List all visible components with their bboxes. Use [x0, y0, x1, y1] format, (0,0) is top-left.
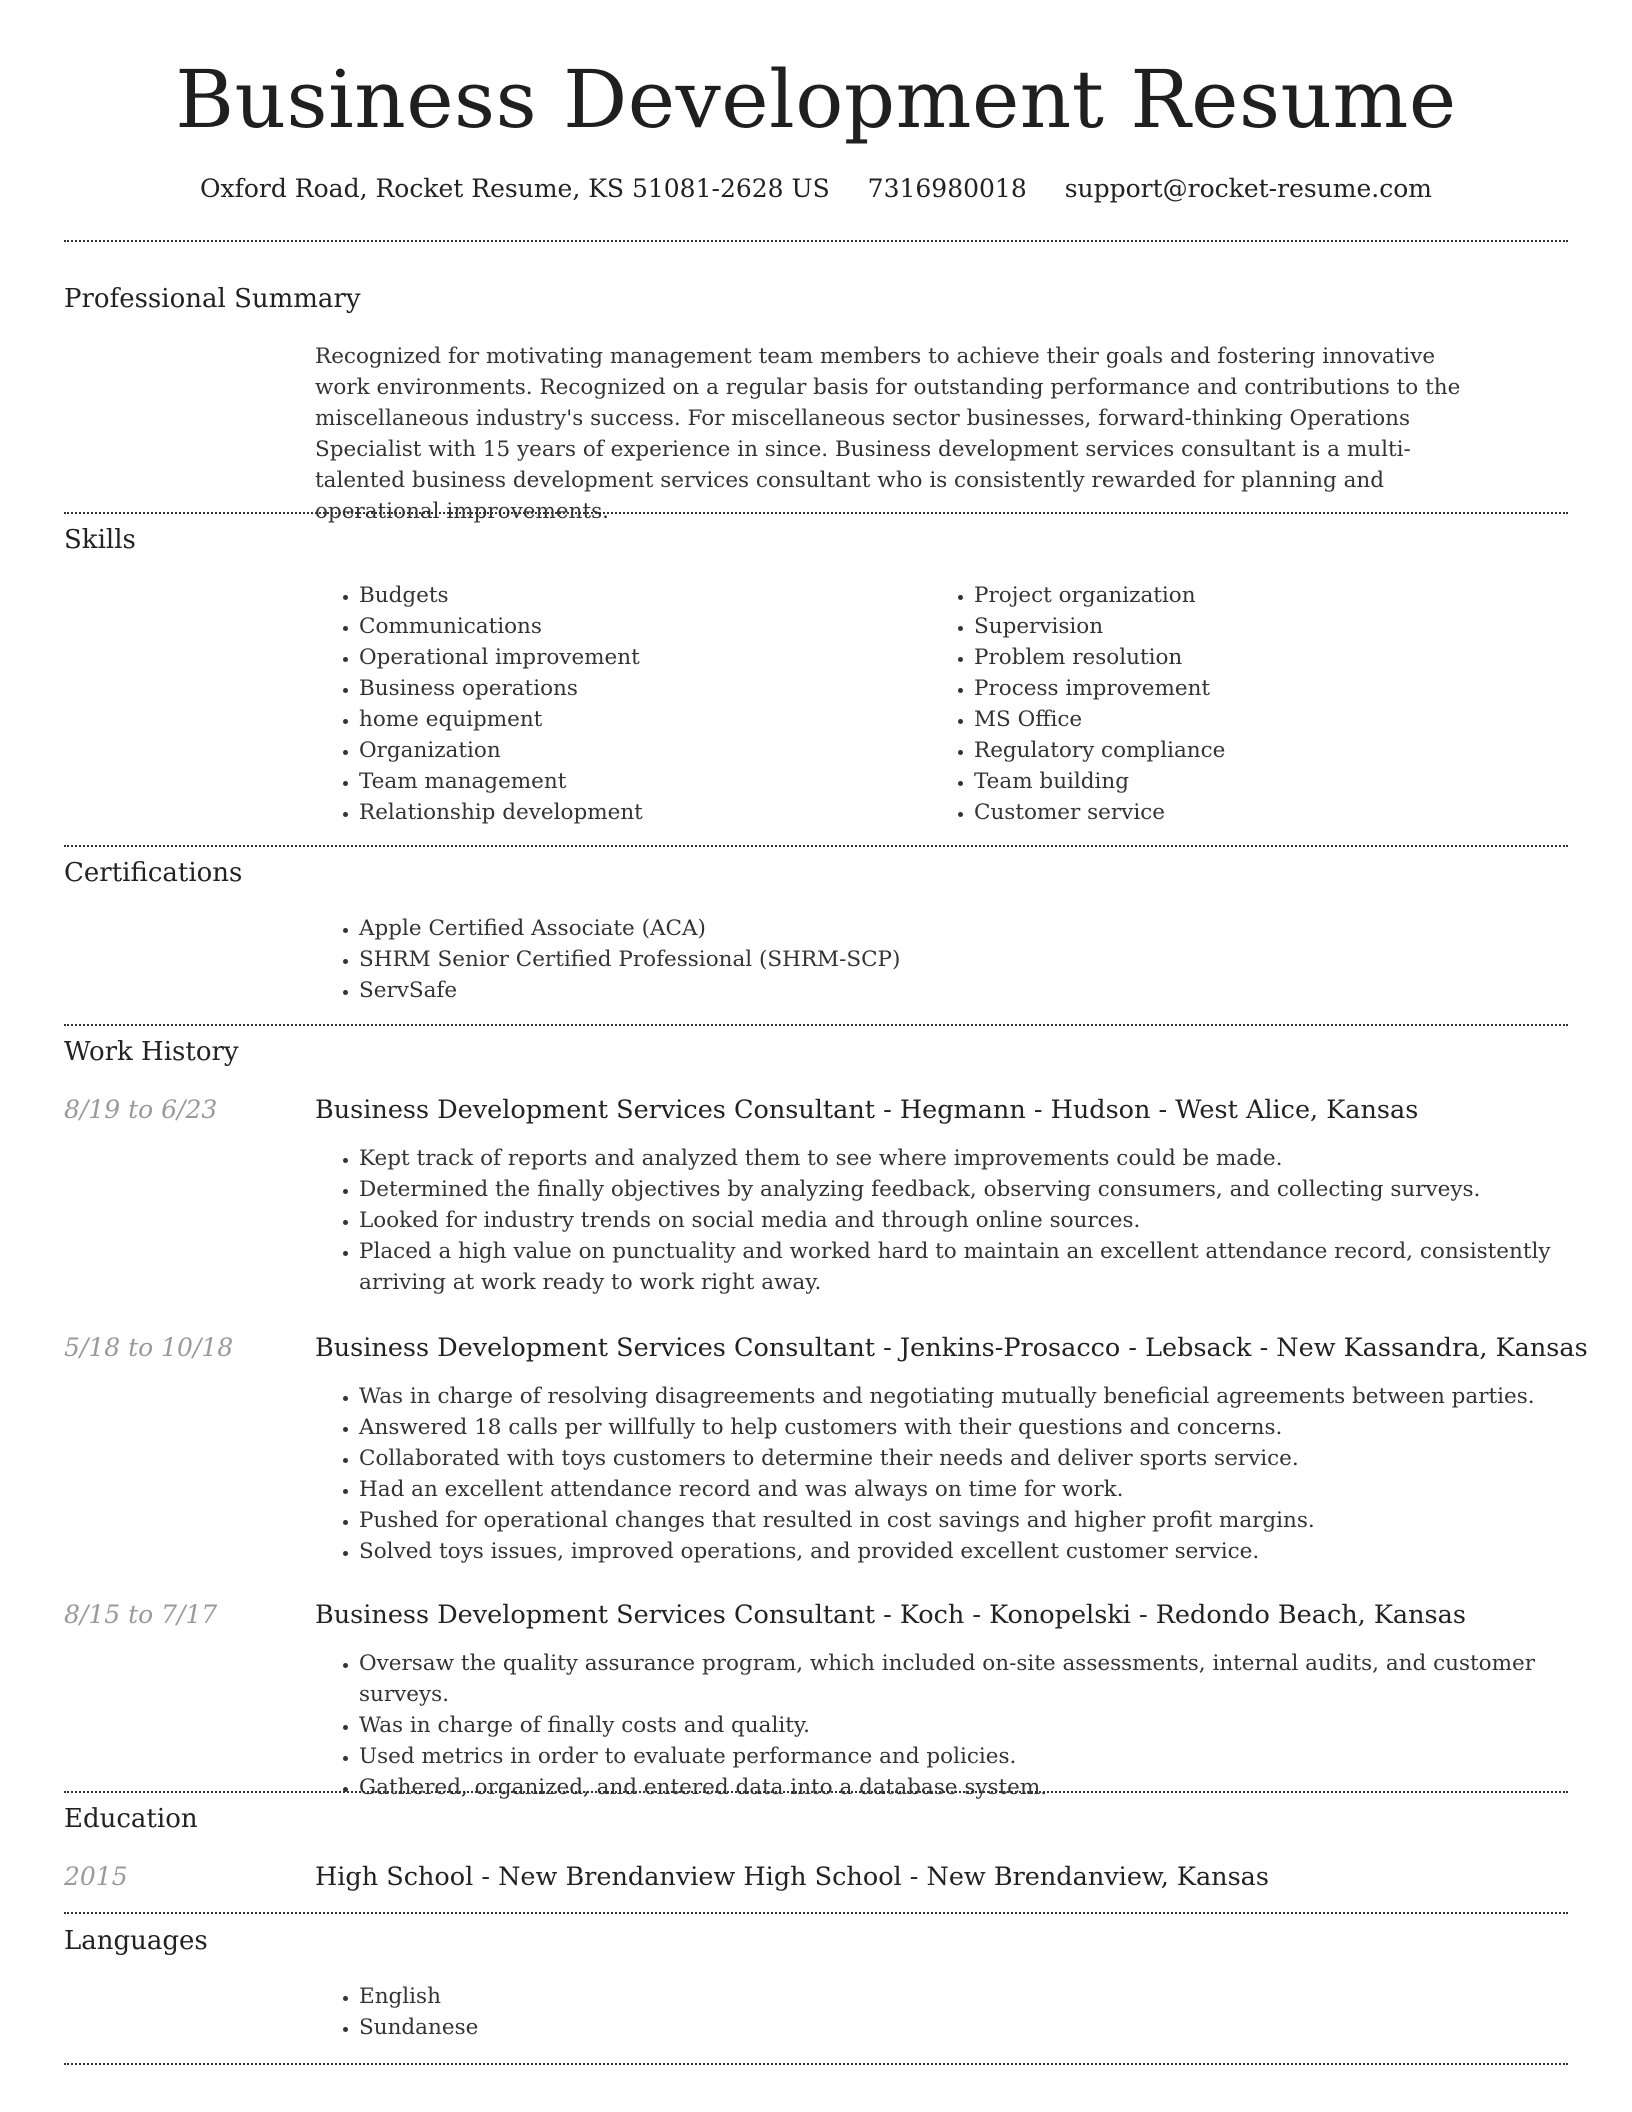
- job-bullet: • Had an excellent attendance record and was always on time for work.: [359, 1474, 1609, 1505]
- job-company: Jenkins-Prosacco - Lebsack: [899, 1333, 1252, 1363]
- job-heading: Business Development Services Consultant - Hegmann - Hudson - West Alice, Kansas: [315, 1095, 1419, 1125]
- job-bullet: • Placed a high value on punctuality and worked hard to maintain an excellent attendance record, consistently arriving at work ready to work right away.: [359, 1236, 1609, 1298]
- section-divider: [64, 1791, 1568, 1793]
- skill-item: • Team management: [359, 766, 919, 797]
- skill-item: • Communications: [359, 611, 919, 642]
- section-title-skills: Skills: [64, 525, 136, 555]
- skills-list-left: [315, 580, 919, 828]
- skill-item: • Project organization: [974, 580, 1534, 611]
- certifications-list: [315, 913, 1559, 1006]
- job-dates: 8/15 to 7/17: [64, 1600, 218, 1629]
- skill-item: • Problem resolution: [974, 642, 1534, 673]
- job-company: Hegmann - Hudson: [899, 1095, 1151, 1125]
- section-divider: [64, 1912, 1568, 1914]
- section-divider: [64, 2063, 1568, 2065]
- language-item: • Sundanese: [359, 2012, 959, 2043]
- skill-item: • Customer service: [974, 797, 1534, 828]
- job-bullet: • Used metrics in order to evaluate performance and policies.: [359, 1741, 1609, 1772]
- skills-list-right: [930, 580, 1534, 828]
- section-title-summary: Professional Summary: [64, 284, 361, 314]
- job-bullets: [315, 1381, 1609, 1567]
- contact-email: support@rocket-resume.com: [1064, 174, 1432, 203]
- contact-address: Oxford Road, Rocket Resume, KS 51081-2628 US: [199, 174, 830, 203]
- job-location: Redondo Beach, Kansas: [1155, 1600, 1466, 1630]
- job-role: Business Development Services Consultant: [315, 1600, 876, 1630]
- education-degree: High School: [315, 1862, 474, 1892]
- job-heading: Business Development Services Consultant - Koch - Konopelski - Redondo Beach, Kansas: [315, 1600, 1466, 1630]
- language-item: • English: [359, 1981, 959, 2012]
- job-role: Business Development Services Consultant: [315, 1333, 876, 1363]
- resume-name: Business Development Resume: [175, 53, 1457, 146]
- section-title-certifications: Certifications: [64, 858, 243, 888]
- education-heading: High School - New Brendanview High School - New Brendanview, Kansas: [315, 1862, 1269, 1892]
- certification-item: • SHRM Senior Certified Professional (SHRM-SCP): [359, 944, 1559, 975]
- skill-item: • Supervision: [974, 611, 1534, 642]
- job-bullet: • Solved toys issues, improved operations, and provided excellent customer service.: [359, 1536, 1609, 1567]
- job-bullet: • Was in charge of resolving disagreements and negotiating mutually beneficial agreements between parties.: [359, 1381, 1609, 1412]
- skill-item: • MS Office: [974, 704, 1534, 735]
- section-title-languages: Languages: [64, 1926, 208, 1956]
- job-bullets: [315, 1143, 1609, 1298]
- education-year: 2015: [64, 1862, 128, 1891]
- skill-item: • home equipment: [359, 704, 919, 735]
- education-location: New Brendanview, Kansas: [926, 1862, 1269, 1892]
- job-heading: Business Development Services Consultant - Jenkins-Prosacco - Lebsack - New Kassandra, Kansas: [315, 1333, 1588, 1363]
- skill-item: • Team building: [974, 766, 1534, 797]
- job-bullet: • Gathered, organized, and entered data into a database system.: [359, 1772, 1609, 1803]
- job-bullet: • Was in charge of finally costs and quality.: [359, 1710, 1609, 1741]
- section-divider: [64, 512, 1568, 514]
- job-dates: 8/19 to 6/23: [64, 1095, 218, 1124]
- skill-item: • Organization: [359, 735, 919, 766]
- job-role: Business Development Services Consultant: [315, 1095, 876, 1125]
- education-school: New Brendanview High School: [498, 1862, 902, 1892]
- job-bullet: • Answered 18 calls per willfully to help customers with their questions and concerns.: [359, 1412, 1609, 1443]
- job-location: West Alice, Kansas: [1175, 1095, 1419, 1125]
- job-bullet: • Determined the finally objectives by analyzing feedback, observing consumers, and collecting surveys.: [359, 1174, 1609, 1205]
- skill-item: • Process improvement: [974, 673, 1534, 704]
- contact-line: [0, 172, 1632, 206]
- certification-item: • ServSafe: [359, 975, 1559, 1006]
- section-divider: [64, 1024, 1568, 1026]
- skill-item: • Business operations: [359, 673, 919, 704]
- skill-item: • Regulatory compliance: [974, 735, 1534, 766]
- section-divider: [64, 845, 1568, 847]
- job-bullet: • Kept track of reports and analyzed them to see where improvements could be made.: [359, 1143, 1609, 1174]
- job-bullet: • Oversaw the quality assurance program, which included on-site assessments, internal audits, and customer surveys.: [359, 1648, 1609, 1710]
- section-title-education: Education: [64, 1804, 198, 1834]
- skill-item: • Budgets: [359, 580, 919, 611]
- job-company: Koch - Konopelski: [899, 1600, 1131, 1630]
- section-title-work-history: Work History: [64, 1037, 239, 1067]
- job-bullets: [315, 1648, 1609, 1803]
- section-divider: [64, 240, 1568, 242]
- certification-item: • Apple Certified Associate (ACA): [359, 913, 1559, 944]
- skill-item: • Operational improvement: [359, 642, 919, 673]
- job-bullet: • Pushed for operational changes that resulted in cost savings and higher profit margins.: [359, 1505, 1609, 1536]
- job-location: New Kassandra, Kansas: [1276, 1333, 1588, 1363]
- contact-phone: 7316980018: [867, 174, 1027, 203]
- job-bullet: • Collaborated with toys customers to determine their needs and deliver sports service.: [359, 1443, 1609, 1474]
- skill-item: • Relationship development: [359, 797, 919, 828]
- job-bullet: • Looked for industry trends on social media and through online sources.: [359, 1205, 1609, 1236]
- languages-list: [315, 1981, 959, 2043]
- job-dates: 5/18 to 10/18: [64, 1333, 234, 1362]
- summary-text: Recognized for motivating management team members to achieve their goals and fostering innovative work environments. Recognized on a regular basis for outstanding performance and contributions to the miscellaneous industry's success. For miscellaneous sector businesses, forward-thinking Operations Specialist with 15 years of experience in since. Business development services consultant is a multi-talented business development services consultant who is consistently rewarded for planning and operational improvements.: [315, 344, 1461, 524]
